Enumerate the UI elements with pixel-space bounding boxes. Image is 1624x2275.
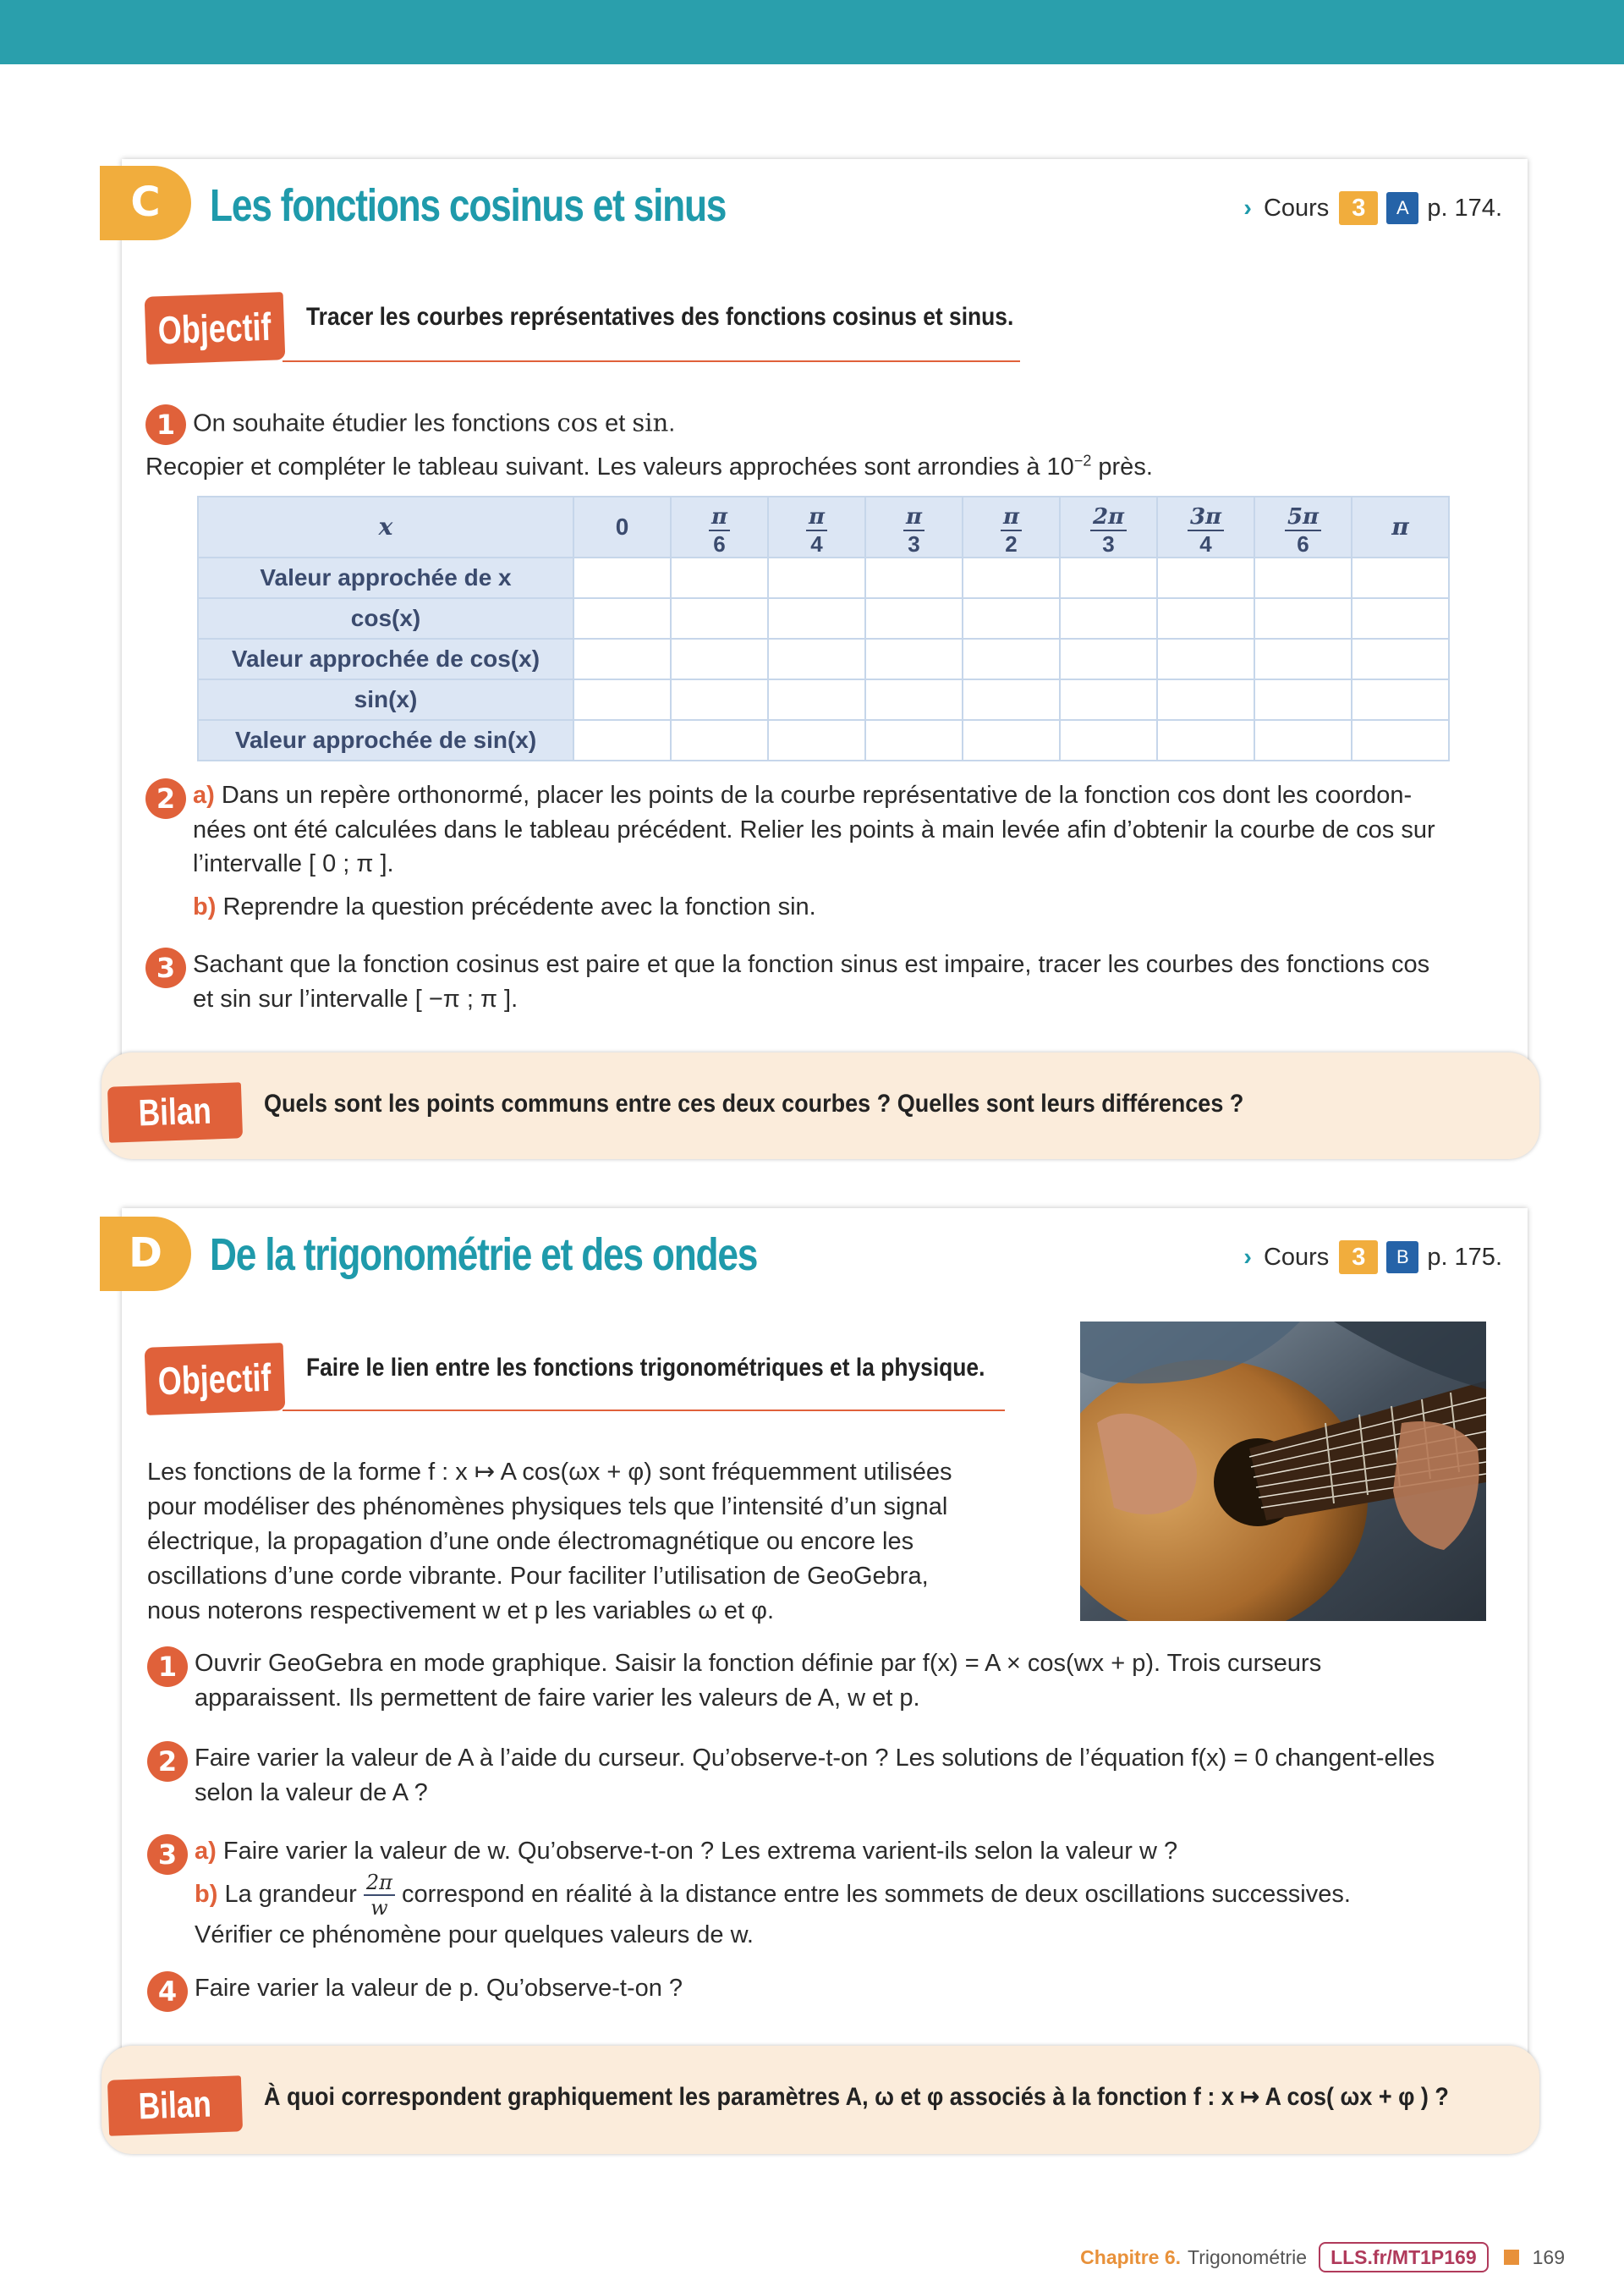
- table-row: [198, 558, 1449, 598]
- section-d-letter-badge: D: [100, 1217, 191, 1291]
- cours-label: Cours: [1263, 1244, 1330, 1271]
- bilan-box: [102, 1052, 1539, 1159]
- section-d-title: De la trigonométrie et des ondes: [210, 1229, 758, 1280]
- question-1: 1 On souhaite étudier les fonctions cos et sin.: [145, 404, 675, 445]
- question-number-badge: 2: [147, 1741, 188, 1782]
- bilan-question: Quels sont les points communs entre ces deux courbes ? Quelles sont leurs différences ?: [264, 1090, 1244, 1118]
- col-0: 0: [573, 497, 671, 558]
- row-label: Valeur approchée de sin(x): [198, 720, 573, 761]
- row-label: Valeur approchée de x: [198, 558, 573, 598]
- col-pi-6: $\frac{\pi}{6}$: [671, 497, 768, 558]
- footer-subject: Trigonométrie: [1188, 2246, 1308, 2268]
- table-header-row: [198, 497, 1449, 558]
- cours-page: p. 175.: [1427, 1244, 1502, 1271]
- table-corner-x: x: [198, 497, 573, 558]
- footer-square-icon: [1504, 2250, 1519, 2265]
- chevron-right-icon: ›: [1243, 195, 1252, 222]
- question-number-badge: 1: [145, 404, 186, 445]
- bilan-box: [102, 2046, 1539, 2154]
- intro-paragraph: Les fonctions de la forme f : x ↦ A cos(ωx + φ) sont fréquemment utilisées pour modéliser des phénomènes physiques tels que l’intensité d’un signal électrique, la propagation d’une onde électromagnétique ou encore les oscillations d’une corde vibrante. Pour faciliter l’utilisation de GeoGebra, nous noterons respectivement w et p les variables ω et φ.: [147, 1459, 952, 1624]
- cours-sub-badge: B: [1386, 1241, 1418, 1273]
- question-number-badge: 3: [145, 948, 186, 988]
- bilan-tag: Bilan: [107, 2075, 243, 2135]
- question-1-instruction: Recopier et compléter le tableau suivant. Les valeurs approchées sont arrondies à $10^{-2}$ près.: [145, 452, 1153, 481]
- question-3: 3 Sachant que la fonction cosinus est paire et que la fonction sinus est impaire, tracer les courbes des fonctions cos et sin sur l’intervalle [ −π ; π ].: [145, 948, 1507, 1016]
- objectif-tag: Objectif: [145, 1343, 286, 1415]
- cours-page: p. 174.: [1427, 195, 1502, 222]
- cours-label: Cours: [1263, 195, 1330, 222]
- chevron-right-icon: ›: [1243, 1244, 1252, 1271]
- section-c-title: Les fonctions cosinus et sinus: [210, 180, 727, 231]
- values-table: [197, 496, 1450, 761]
- col-pi-3: $\frac{\pi}{3}$: [865, 497, 963, 558]
- bilan-tag: Bilan: [107, 1082, 243, 1142]
- col-3pi-4: $\frac{3\pi}{4}$: [1157, 497, 1254, 558]
- question-2: 2 Faire varier la valeur de A à l’aide du curseur. Qu’observe-t-on ? Les solutions de l’équation f(x) = 0 changent-elles selon la valeur de A ?: [147, 1741, 1509, 1810]
- cours-number-badge: 3: [1339, 191, 1378, 225]
- question-3: 3 a) Faire varier la valeur de w. Qu’observe-t-on ? Les extrema varient-ils selon la valeur w ? b) La grandeur $\frac{2\pi}{w}$ correspond en réalité à la distance entre les sommets de deux oscillations successives. Vérifier ce phénomène pour quelques valeurs de w.: [147, 1834, 1509, 1952]
- col-5pi-6: $\frac{5\pi}{6}$: [1254, 497, 1352, 558]
- objectif-tag: Objectif: [145, 292, 286, 365]
- objectif-underline: [283, 360, 1020, 362]
- objectif-text: Tracer les courbes représentatives des fonctions cosinus et sinus.: [306, 303, 1014, 331]
- objectif-underline: [283, 1410, 1005, 1411]
- objectif-text: Faire le lien entre les fonctions trigonométriques et la physique.: [306, 1354, 985, 1382]
- table-row: [198, 679, 1449, 720]
- bilan-question: À quoi correspondent graphiquement les paramètres A, ω et φ associés à la fonction f : x ↦ A cos( ωx + φ ) ?: [264, 2083, 1449, 2111]
- col-2pi-3: $\frac{2\pi}{3}$: [1060, 497, 1157, 558]
- question-2: 2 a) Dans un repère orthonormé, placer les points de la courbe représentative de la fonction cos dont les coordon- nées ont été calculées dans le tableau précédent. Relier les points à main levée afin d’obtenir la courbe de cos sur l’intervalle [ 0 ; π ]. b) Reprendre la question précédente avec la fonction sin.: [145, 778, 1507, 924]
- footer-chapter: Chapitre 6.: [1080, 2246, 1182, 2268]
- footer-link[interactable]: LLS.fr/MT1P169: [1319, 2242, 1489, 2272]
- row-label: Valeur approchée de cos(x): [198, 639, 573, 679]
- col-pi-4: $\frac{\pi}{4}$: [768, 497, 865, 558]
- page-footer: [1080, 2242, 1565, 2272]
- page-number: 169: [1532, 2246, 1565, 2268]
- cours-sub-badge: A: [1386, 192, 1418, 224]
- col-pi: π: [1352, 497, 1449, 558]
- question-1: 1 Ouvrir GeoGebra en mode graphique. Saisir la fonction définie par f(x) = A × cos(wx + p). Trois curseurs apparaissent. Ils permettent de faire varier les valeurs de A, w et p.: [147, 1646, 1509, 1715]
- section-c-cours-ref[interactable]: [1243, 191, 1502, 226]
- guitar-photo: [1080, 1322, 1486, 1621]
- table-row: [198, 639, 1449, 679]
- table-row: [198, 720, 1449, 761]
- section-d-cours-ref[interactable]: [1243, 1240, 1502, 1275]
- question-number-badge: 3: [147, 1834, 188, 1875]
- question-number-badge: 4: [147, 1971, 188, 2012]
- question-number-badge: 1: [147, 1646, 188, 1687]
- top-banner: [0, 0, 1624, 64]
- cours-number-badge: 3: [1339, 1240, 1378, 1274]
- question-number-badge: 2: [145, 778, 186, 819]
- guitar-illustration: [1080, 1322, 1486, 1621]
- row-label: cos(x): [198, 598, 573, 639]
- col-pi-2: $\frac{\pi}{2}$: [963, 497, 1060, 558]
- question-4: 4 Faire varier la valeur de p. Qu’observe-t-on ?: [147, 1971, 1509, 2012]
- section-c-letter-badge: C: [100, 166, 191, 240]
- row-label: sin(x): [198, 679, 573, 720]
- table-row: [198, 598, 1449, 639]
